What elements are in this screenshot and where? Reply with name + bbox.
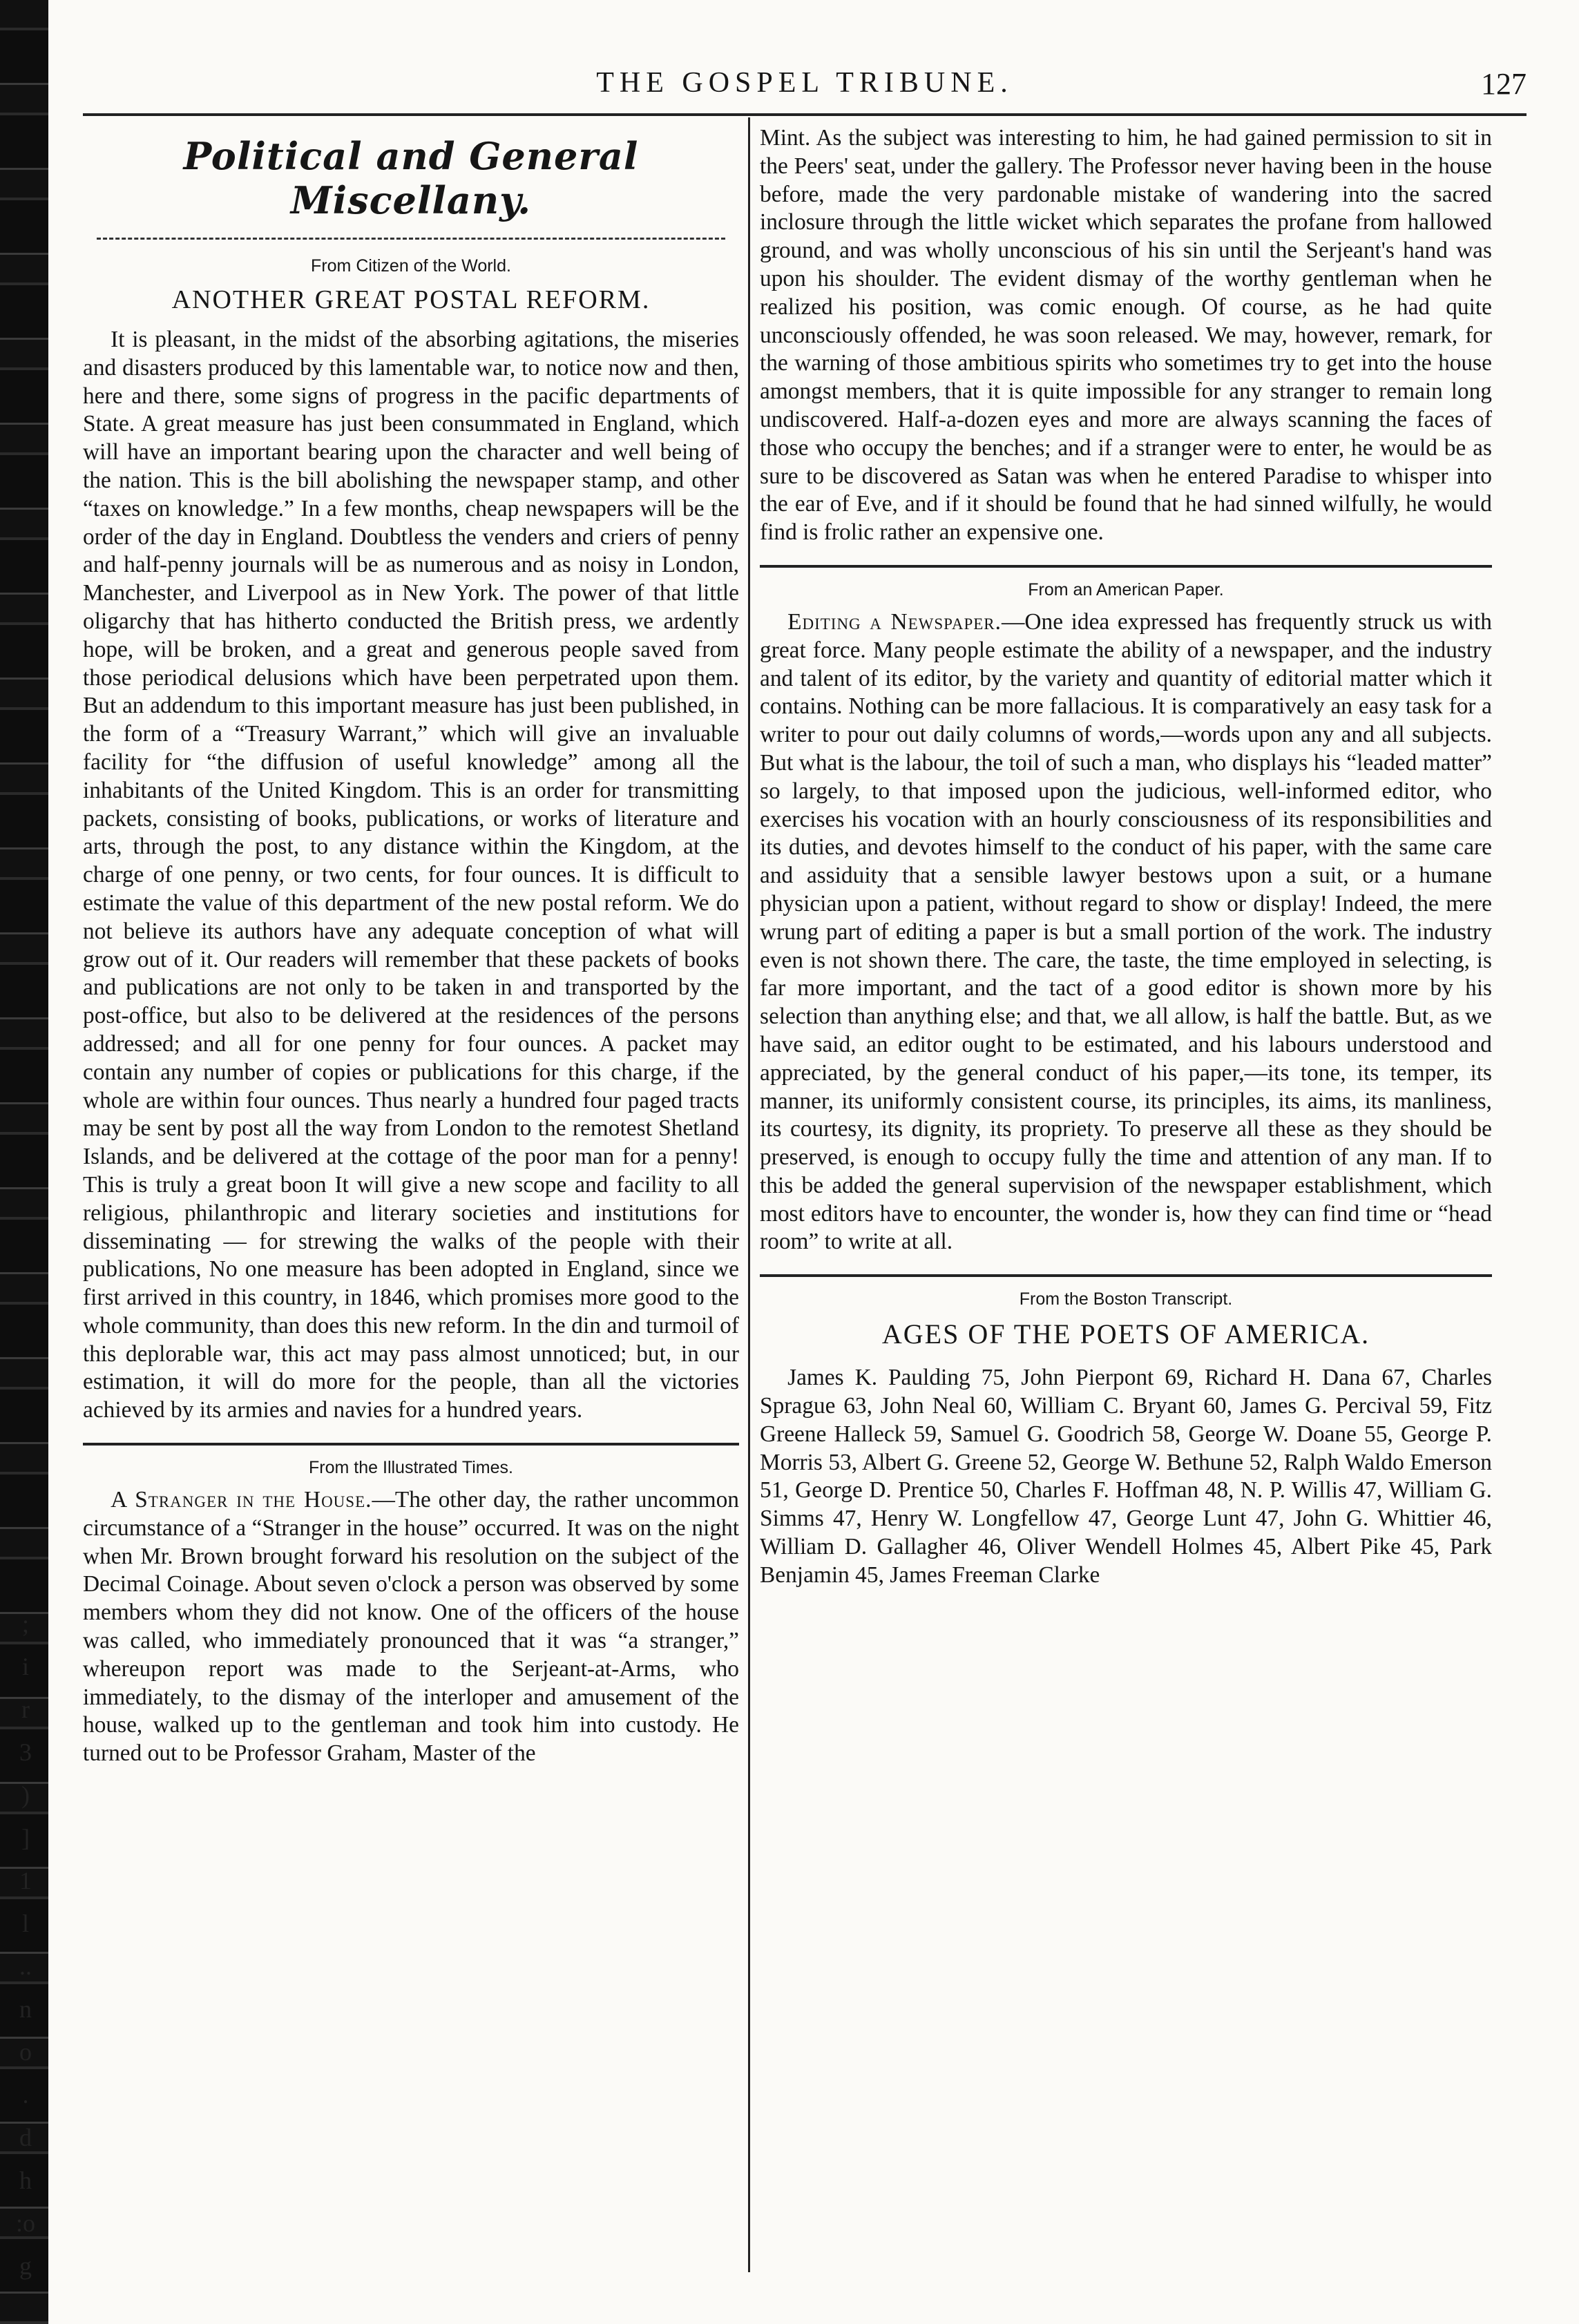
margin-mark: ) bbox=[21, 1781, 30, 1809]
article-source: From Citizen of the World. bbox=[311, 256, 511, 276]
article-editing-newspaper bbox=[760, 580, 1492, 1256]
margin-mark: r bbox=[21, 1696, 30, 1723]
header-rule bbox=[83, 113, 1527, 116]
article-headline: AGES OF THE POETS OF AMERICA. bbox=[881, 1318, 1370, 1350]
margin-mark: .. bbox=[19, 1952, 32, 1980]
margin-mark: 3 bbox=[19, 1738, 32, 1766]
margin-marks bbox=[1, 1602, 50, 2287]
article-postal-reform bbox=[83, 256, 739, 1425]
running-title: THE GOSPEL TRIBUNE. bbox=[596, 67, 1013, 99]
margin-mark: n bbox=[19, 1995, 32, 2023]
column-divider bbox=[748, 117, 750, 2272]
article-stranger-in-house bbox=[83, 1458, 739, 1768]
margin-mark: :o bbox=[15, 2209, 35, 2237]
margin-mark: o bbox=[19, 2038, 32, 2066]
margin-mark: i bbox=[21, 1653, 29, 1680]
article-body bbox=[760, 608, 1492, 1256]
margin-mark: h bbox=[19, 2167, 32, 2194]
article-body: It is pleasant, in the midst of the absorbing agitations, the miseries and disasters produced by this lamentable war, to notice now and then, here and there, some signs of progress in the pacific departments of State. A great measure has just been consummated in England, which will have an important bearing upon the character and well being of the nation. This is the bill abolishing the newspaper stamp, and other “taxes on knowledge.” In a few months, cheap newspapers will be the order of the day in England. Doubtless the venders and criers of penny and half-penny journals will be as numerous and as noisy in London, Manchester, and Liverpool as in New York. The power of that little oligarchy that has hitherto conducted the British press, we ardently hope, will be broken, and a great and generous people saved from those periodical delusions which have been perpetrated upon them. But an addendum to this important measure has just been published, in the form of a “Treasury Warrant,” which will give an invaluable facility for “the diffusion of useful knowledge” among all the inhabitants of the United Kingdom. This is an order for transmitting packets, consisting of books, publications, or works of literature and arts, through the post, to any distance within the Kingdom, at the charge of one penny, or two cents, for four ounces. It is difficult to estimate the value of this department of the new postal reform. We do not believe its authors have any adequate conception of what will grow out of it. Our readers will remember that these packets of books and publications are not only to be taken in and transported by the post-office, but also to be delivered at the residences of the persons addressed; and all for one penny for four ounces. A packet may contain any number of copies or publications for this charge, if the whole are within four ounces. Thus nearly a hundred four paged tracts may be sent by post all the way from London to the remotest Shetland Islands, and be delivered at the cottage of the poor man for a penny! This is truly a great boon It will give a new scope and facility to all religious, philanthropic and literary societies and institutions for disseminating — for strewing the walks of the people with their publications, No one measure has been adopted in England, since we first arrived in this country, in 1846, which promises more good to the whole community, than does this new reform. In the din and turmoil of this deplorable war, this act may pass almost unnoticed; but, in our estimation, it will do more for the people, than all the victories achieved by its armies and navies for a hundred years. bbox=[83, 327, 739, 1423]
margin-mark: g bbox=[19, 2252, 32, 2280]
article-continuation: Mint. As the subject was interesting to him, he had gained permission to sit in the Peers' seat, under the gallery. The Professor never having been in the house before, made the very pardonable mistake of wandering into the sacred inclosure through the little wicket which separates the profane from hallowed ground, and was wholly unconscious of his sin until the Serjeant's hand was upon his shoulder. The evident dismay of the worthy gentleman when he realized his position, was comic enough. Of course, as he had quite unconsciously offended, he was soon released. We may, however, remark, for the warning of those ambitious spirits who sometimes try to get into the house amongst members, that it is quite impossible for any stranger to remain long undiscovered. Half-a-dozen eyes and more are always scanning the faces of those who occupy the benches; and if a stranger were to enter, he would be as sure to be discovered as Satan was when he entered Paradise to whisper into the ear of Eve, and if it should be found that he had sinned wilfully, he would find is frolic rather an expensive one. bbox=[760, 125, 1492, 546]
section-rule bbox=[83, 1443, 739, 1446]
article-source: From the Boston Transcript. bbox=[1019, 1289, 1233, 1309]
article-source: From the Illustrated Times. bbox=[309, 1458, 513, 1478]
margin-mark: ; bbox=[21, 1610, 29, 1638]
article-ages-of-poets bbox=[760, 1289, 1492, 1589]
article-headline: ANOTHER GREAT POSTAL REFORM. bbox=[171, 285, 651, 314]
section-masthead: Political and General Miscellany. bbox=[183, 134, 639, 222]
article-source: From an American Paper. bbox=[1028, 579, 1224, 599]
page-header bbox=[83, 61, 1527, 109]
article-body bbox=[83, 1486, 739, 1768]
left-column bbox=[83, 124, 739, 1768]
margin-mark: ] bbox=[21, 1824, 30, 1852]
ornamental-rule bbox=[97, 228, 725, 240]
article-lead: A Stranger in the House. bbox=[111, 1487, 372, 1513]
page-number: 127 bbox=[1481, 67, 1527, 101]
article-lead: Editing a Newspaper. bbox=[787, 608, 1002, 635]
margin-mark: l bbox=[21, 1910, 29, 1937]
section-rule bbox=[760, 565, 1492, 568]
right-column bbox=[760, 124, 1492, 1590]
article-text: —One idea expressed has frequently struck us with great force. Many people estimate the ability of a newspaper, and the industry and talent of its editor, by the variety and quantity of editorial matter which it contains. Nothing can be more fallacious. It is comparatively an easy task for a writer to pour out daily columns of words,—words upon any and all subjects. But what is the labour, the toil of such a man, who displays his “leaded matter” so largely, to that imposed upon the judicious, well-informed editor, who exercises his vocation with an hourly consciousness of its responsibilities and its duties, and devotes himself to the conduct of his paper, with the same care and assiduity that a sensible lawyer bestows upon a suit, or a humane physician upon a patient, without regard to show or display! Indeed, the mere wrung part of editing a paper is but a small portion of the work. The industry even is not shown there. The care, the taste, the time employed in selecting, is far more important, and the tact of a good editor is shown more by his selection than anything else; and that, we all allow, is half the battle. But, as we have said, an editor ought to be estimated, and his labours understood and appreciated, by the general conduct of his paper,—its tone, its temper, its manner, its uniformly consistent course, its principles, its aims, its manliness, its courtesy, its dignity, its propriety. To preserve all these as they should be preserved, is enough to occupy fully the time and attention of any man. If to this be added the general supervision of the newspaper establishment, which most editors have to encounter, the wonder is, how they can find time or “head room” to write at all. bbox=[760, 608, 1492, 1255]
margin-mark: 1 bbox=[19, 1867, 32, 1894]
article-text: —The other day, the rather uncommon circumstance of a “Stranger in the house” occurred. It was on the night when Mr. Brown brought forward his resolution on the subject of the Decimal Coinage. About seven o'clock a person was observed by some members whom they did not know. One of the officers of the house was called, who immediately pronounced that it was “a stranger,” whereupon report was made to the Serjeant-at-Arms, who immediately, to the dismay of the interloper and amusement of the house, walked up to the gentleman and took him into custody. He turned out to be Professor Graham, Master of the bbox=[83, 1487, 739, 1767]
article-body: James K. Paulding 75, John Pierpont 69, Richard H. Dana 67, Charles Sprague 63, John Neal 60, William C. Bryant 60, James G. Percival 59, Fitz Greene Halleck 59, Samuel G. Goodrich 58, George W. Doane 55, George P. Morris 53, Albert G. Greene 52, George W. Bethune 52, Ralph Waldo Emerson 51, George D. Prentice 50, Charles F. Hoffman 48, N. P. Willis 47, William G. Simms 47, Henry W. Longfellow 47, George Lunt 47, John G. Whittier 46, William D. Gallagher 46, Oliver Wendell Holmes 45, Albert Pike 45, Park Benjamin 45, James Freeman Clarke bbox=[760, 1365, 1492, 1588]
margin-mark: . bbox=[22, 2081, 29, 2109]
margin-mark: d bbox=[19, 2124, 32, 2151]
section-rule bbox=[760, 1274, 1492, 1277]
